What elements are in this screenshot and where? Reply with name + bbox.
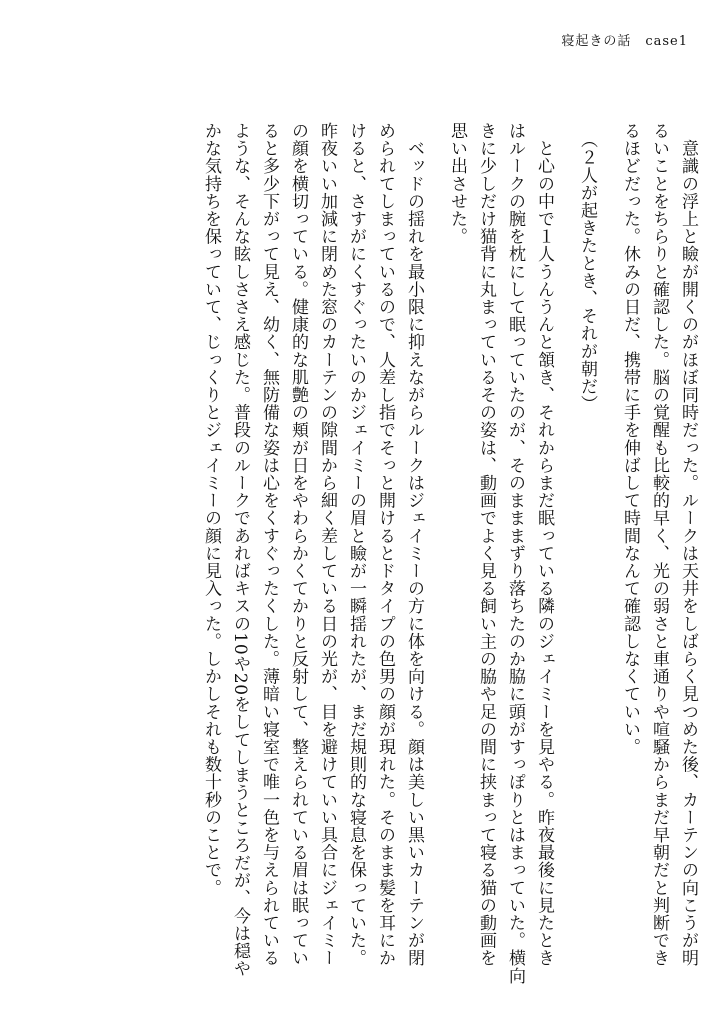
text-line: と心の中で１人うんうんと頷き、それからまだ眠っている隣のジェイミーを見やる。昨夜最後に見たとき — [534, 122, 554, 967]
story-body — [102, 122, 702, 985]
text-line: の顔を横切っている。健康的な肌艶の頬が日をやわらかくてかりと反射して、整えられている眉は眠ってい — [288, 122, 308, 967]
text-line: かな気持ちを保っていて、じっくりとジェイミーの顔に見入った。しかしそれも数十秒のことで。 — [201, 122, 221, 897]
text-line: （２人が起きたとき、それが朝だ） — [577, 122, 597, 413]
line-gap — [601, 122, 615, 972]
text-line: ると多少下がって見え、幼く、無防備な姿は心をくすぐったくした。薄暗い寝室で唯一色を与えられている — [259, 122, 279, 967]
text-line: はルークの腕を枕にして眠っていたのが、そのまままずり落ちたのか脇に頭がすっぽりとはまっていた。横向 — [505, 122, 525, 985]
text-line: きに少しだけ猫背に丸まっているその姿は、動画でよく見る飼い主の脇や足の間に挟まって寝る猫の動画を — [476, 122, 496, 967]
text-line: けると、さすがにくすぐったいのかジェイミーの眉と瞼が一瞬揺れたが、まだ規則的な寝息を保っていた。 — [346, 122, 366, 967]
text-line: るいことをちらりと確認した。脳の覚醒も比較的早く、光の弱さと車通りや喧騒からまだ早朝だと判断でき — [649, 122, 669, 967]
text-line: 意識の浮上と瞼が開くのがほぼ同時だった。ルークは天井をしばらく見つめた後、カーテンの向こうが明 — [678, 122, 698, 967]
text-line: 昨夜いい加減に閉めた窓のカーテンの隙間から細く差している日の光が、目を避けていい具合にジェイミー — [317, 122, 337, 967]
text-line: るほどだった。休みの日だ、携帯に手を伸ばして時間なんて確認しなくていい。 — [620, 122, 640, 756]
line-gap — [558, 122, 572, 972]
text-line: ような、そんな眩しささえ感じた。普段のルークであればキスの10や20をしてしまうところだが、今は穏や — [230, 122, 250, 978]
text-line: められてしまっているので、人差し指でそっと開けるとドタイプの色男の顔が現れた。そのまま髪を耳にか — [375, 122, 395, 967]
line-gap — [428, 122, 442, 972]
text-line: ベッドの揺れを最小限に抑えながらルークはジェイミーの方に体を向ける。顔は美しい黒いカーテンが閉 — [404, 122, 424, 967]
text-line: 思い出させた。 — [447, 122, 467, 246]
running-header: 寝起きの話 case1 — [561, 34, 688, 49]
